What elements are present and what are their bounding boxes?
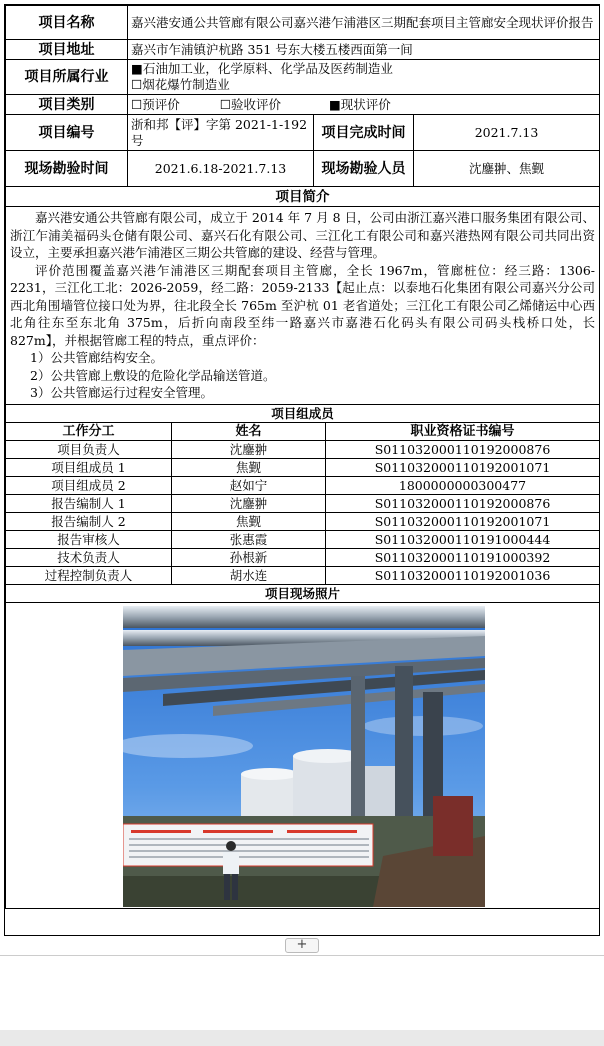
divider: [0, 955, 604, 956]
table-row: 技术负责人 孙根新 S011032000110191000392: [6, 548, 600, 566]
intro-item: 3）公共管廊运行过程安全管理。: [30, 385, 213, 400]
column-header-name: 姓名: [172, 422, 326, 440]
expand-button[interactable]: +: [285, 938, 319, 953]
column-header-role: 工作分工: [6, 422, 172, 440]
survey-time-label: 现场勘验时间: [6, 151, 128, 187]
unchecked-box-icon: ☐: [219, 96, 231, 112]
project-name-label: 项目名称: [6, 6, 128, 40]
type-option-pre: ☐预评价: [131, 96, 180, 112]
table-row: 报告编制人 1 沈鏖翀 S011032000110192000876: [6, 494, 600, 512]
intro-paragraph-1: 嘉兴港安通公共管廊有限公司，成立于 2014 年 7 月 8 日，公司由浙江嘉兴港口服务集团有限公司、浙江乍浦美福码头仓储有限公司、嘉兴石化有限公司、三江化工有限公司和嘉兴港热网有限公司共同出资设立，主要承担嘉兴港乍浦港区三期公共管廊的建设、经营与管理。: [10, 210, 596, 260]
industry-option-petrochemical: ■石油加工业，化学原料、化学品及医药制造业: [131, 61, 393, 76]
project-address-value: 嘉兴市乍浦镇沪杭路 351 号东大楼五楼西面第一间: [128, 40, 600, 60]
intro-paragraph-2: 评价范围覆盖嘉兴港乍浦港区三期配套项目主管廊，全长 1967m，管廊桩位：经三路：1306-2231，三江化工北：2026-2059，经二路：2059-2133【起止点：以泰地石化集团有限公司嘉兴分公司西北角围墙管位接口处为界，往北段全长 765m 至沪杭 01 老省道处；三江化工有限公司乙烯储运中心西北角往东至东北角 375m，后折向南段至纬一路嘉兴市嘉港石化码头有限公司码头栈桥口处，长 827m】，并根据管廊工程的特点，重点评价：: [10, 262, 596, 348]
table-row: 过程控制负责人 胡水连 S011032000110192001036: [6, 566, 600, 584]
checked-box-icon: ■: [131, 61, 143, 76]
type-option-status: ■现状评价: [328, 96, 391, 112]
photo-cell: [6, 602, 600, 908]
project-number-value: 浙和邦【评】字第 2021-1-192 号: [128, 115, 314, 151]
bottom-bar: [0, 1030, 604, 1046]
project-number-label: 项目编号: [6, 115, 128, 151]
intro-title: 项目简介: [6, 187, 600, 207]
intro-item: 2）公共管廊上敷设的危险化学品输送管道。: [30, 367, 276, 383]
members-table: [5, 404, 600, 909]
type-option-acceptance: ☐验收评价: [219, 96, 281, 112]
table-row: 报告审核人 张惠霞 S011032000110191000444: [6, 530, 600, 548]
project-industry-label: 项目所属行业: [6, 60, 128, 95]
site-photo: [123, 606, 485, 907]
unchecked-box-icon: ☐: [131, 96, 143, 112]
surveyors-value: 沈鏖翀、焦觐: [414, 151, 600, 187]
completion-time-value: 2021.7.13: [414, 115, 600, 151]
survey-time-value: 2021.6.18-2021.7.13: [128, 151, 314, 187]
checked-box-icon: ■: [328, 96, 341, 112]
project-info-table: [5, 5, 600, 405]
project-industry-options: [128, 60, 600, 95]
report-document: [4, 4, 600, 936]
project-name-value: 嘉兴港安通公共管廊有限公司嘉兴港乍浦港区三期配套项目主管廊安全现状评价报告: [128, 6, 600, 40]
table-row: 报告编制人 2 焦觐 S011032000110192001071: [6, 512, 600, 530]
project-address-label: 项目地址: [6, 40, 128, 60]
project-type-label: 项目类别: [6, 95, 128, 115]
members-title: 项目组成员: [6, 404, 600, 422]
industry-option-fireworks: ☐烟花爆竹制造业: [131, 77, 230, 92]
completion-time-label: 项目完成时间: [314, 115, 414, 151]
unchecked-box-icon: ☐: [131, 77, 143, 92]
table-row: 项目组成员 1 焦觐 S011032000110192001071: [6, 458, 600, 476]
intro-item: 1）公共管廊结构安全。: [30, 350, 163, 365]
surveyors-label: 现场勘验人员: [314, 151, 414, 187]
table-row: 项目负责人 沈鏖翀 S011032000110192000876: [6, 440, 600, 458]
column-header-certificate: 职业资格证书编号: [326, 422, 600, 440]
table-row: 项目组成员 2 赵如宁 1800000000300477: [6, 476, 600, 494]
project-type-options: [128, 95, 600, 115]
photos-title: 项目现场照片: [6, 584, 600, 602]
intro-body: [6, 207, 600, 405]
